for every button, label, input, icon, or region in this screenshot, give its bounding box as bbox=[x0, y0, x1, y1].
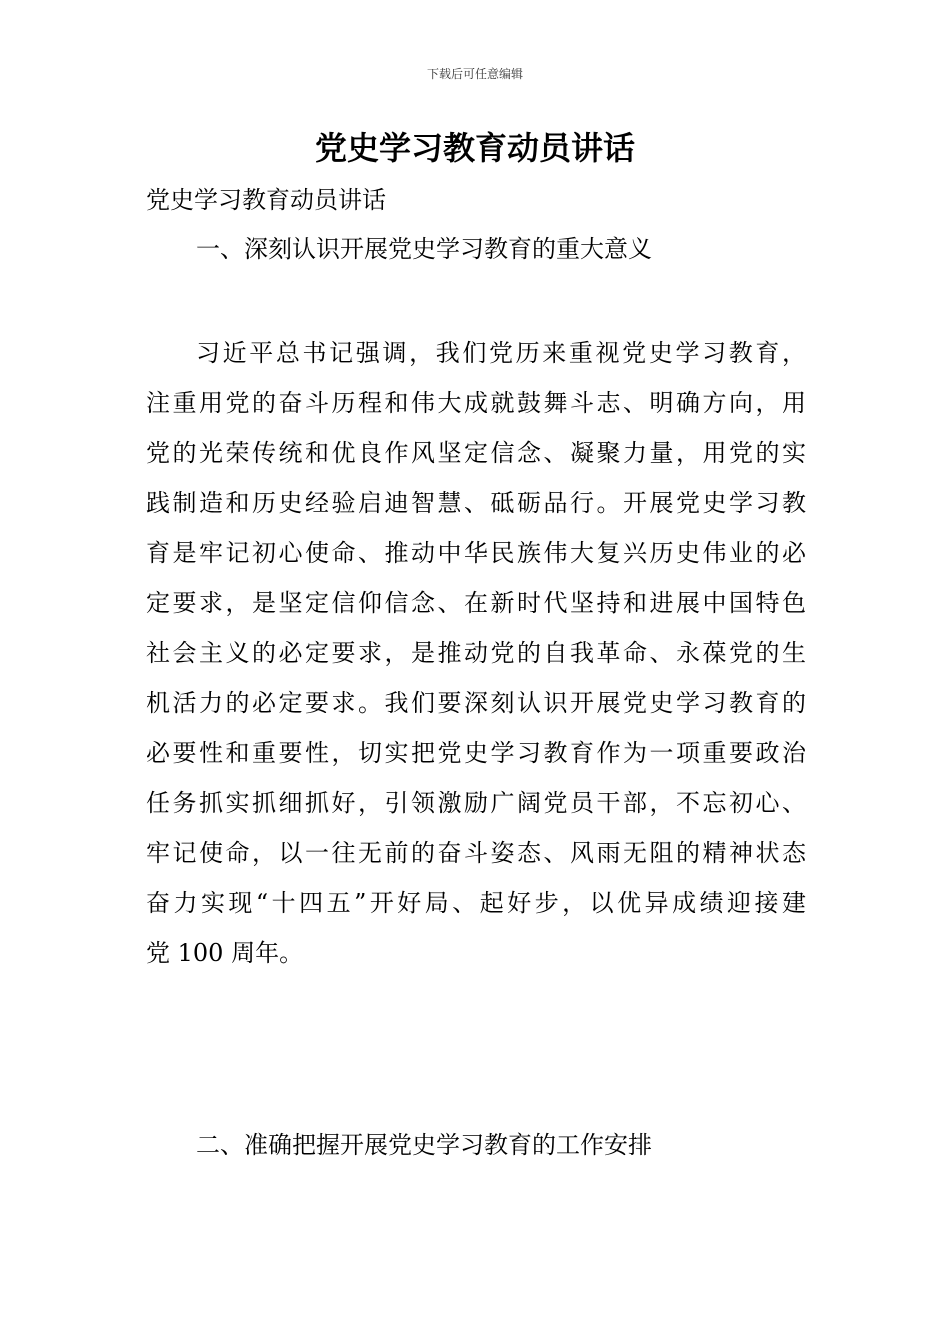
paragraph-line: 奋力实现“十四五”开好局、起好步，以优异成绩迎接建 bbox=[146, 889, 806, 917]
document-subtitle: 党史学习教育动员讲话 bbox=[146, 186, 386, 214]
paragraph-line: 牢记使命，以一往无前的奋斗姿态、风雨无阻的精神状态 bbox=[146, 839, 806, 867]
document-title: 党史学习教育动员讲话 bbox=[314, 129, 635, 167]
paragraph-line: 党的光荣传统和优良作风坚定信念、凝聚力量，用党的实 bbox=[146, 439, 806, 467]
paragraph-line: 注重用党的奋斗历程和伟大成就鼓舞斗志、明确方向，用 bbox=[146, 389, 806, 417]
paragraph-line: 育是牢记初心使命、推动中华民族伟大复兴历史伟业的必 bbox=[146, 539, 806, 567]
paragraph-line: 任务抓实抓细抓好，引领激励广阔党员干部，不忘初心、 bbox=[146, 789, 806, 817]
section-heading-2: 二、准确把握开展党史学习教育的工作安排 bbox=[196, 1131, 652, 1159]
body-paragraph bbox=[146, 328, 806, 978]
paragraph-line: 习近平总书记强调，我们党历来重视党史学习教育， bbox=[196, 339, 806, 367]
paragraph-line: 社会主义的必定要求，是推动党的自我革命、永葆党的生 bbox=[146, 639, 806, 667]
paragraph-line: 必要性和重要性，切实把党史学习教育作为一项重要政治 bbox=[146, 739, 806, 767]
paragraph-line: 定要求，是坚定信仰信念、在新时代坚持和进展中国特色 bbox=[146, 589, 806, 617]
paragraph-line: 机活力的必定要求。我们要深刻认识开展党史学习教育的 bbox=[146, 689, 806, 717]
header-note: 下载后可任意编辑 bbox=[426, 67, 523, 81]
section-heading-1: 一、深刻认识开展党史学习教育的重大意义 bbox=[196, 235, 652, 263]
paragraph-line: 践制造和历史经验启迪智慧、砥砺品行。开展党史学习教 bbox=[146, 489, 806, 517]
paragraph-line: 党 100 周年。 bbox=[146, 939, 304, 967]
